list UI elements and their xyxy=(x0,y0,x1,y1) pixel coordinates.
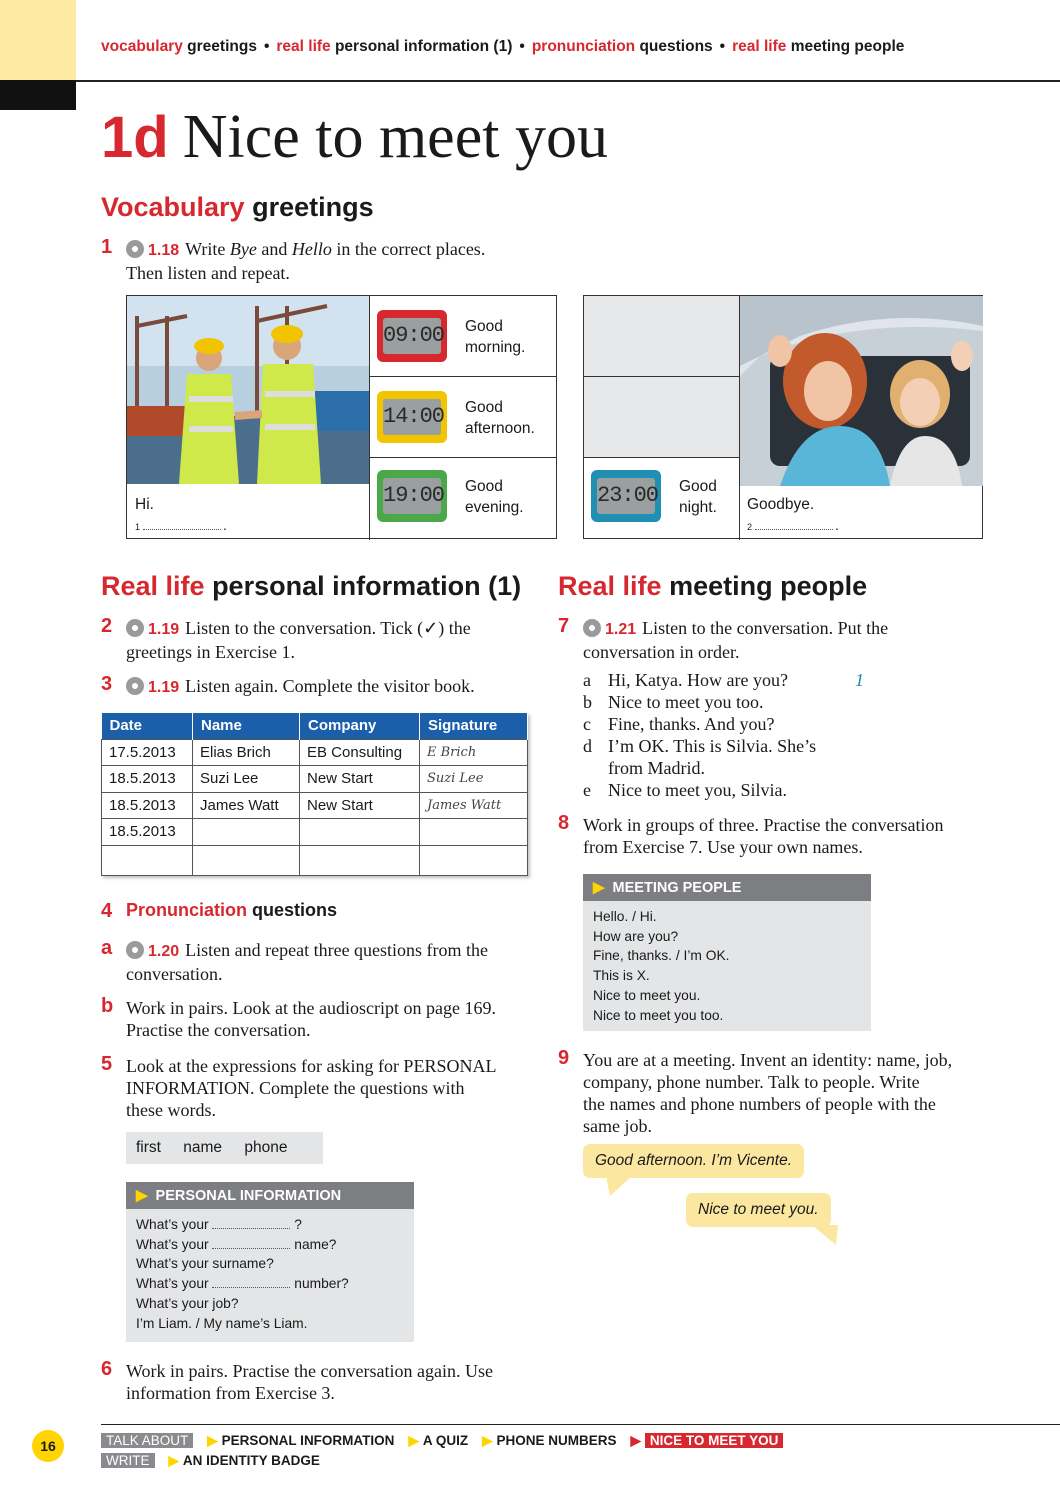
infobox-title: MEETING PEOPLE xyxy=(612,880,742,896)
instruction-text: Work in pairs. Practise the conversation again. Use xyxy=(126,1361,493,1381)
header-topic: meeting people xyxy=(790,38,905,55)
arrow-icon: ▶ xyxy=(408,1433,419,1448)
line-text: What’s your surname? xyxy=(136,1256,274,1272)
lesson-title: Nice to meet you xyxy=(182,103,608,171)
visitor-book-table xyxy=(101,713,528,876)
fill-blank[interactable] xyxy=(212,1276,290,1288)
blank-cell-2[interactable] xyxy=(584,377,739,458)
audio-cd-icon[interactable] xyxy=(126,941,144,959)
greeting-label: night. xyxy=(679,499,717,516)
track-number: 1.19 xyxy=(148,621,180,638)
cell-company-input[interactable] xyxy=(300,819,420,846)
infobox-line: Fine, thanks. / I’m OK. xyxy=(593,948,730,964)
cell-signature-input[interactable] xyxy=(420,819,528,846)
word-bye: Bye xyxy=(229,239,257,259)
exercise-2-instructions xyxy=(126,617,546,663)
clock-cell-afternoon xyxy=(370,377,557,458)
footer-link[interactable]: AN IDENTITY BADGE xyxy=(182,1453,320,1468)
visitor-book xyxy=(101,713,528,876)
unit-header xyxy=(101,38,904,56)
line-text: number? xyxy=(294,1276,349,1292)
red-clock xyxy=(377,310,447,362)
page-title xyxy=(101,102,608,173)
item-letter: d xyxy=(583,736,592,756)
greeting-good-night xyxy=(679,476,717,518)
infobox-line xyxy=(136,1314,404,1334)
page-number: 16 xyxy=(32,1430,64,1462)
audio-cd-icon[interactable] xyxy=(583,619,601,637)
column-header: Signature xyxy=(420,713,528,739)
list-item xyxy=(583,669,883,691)
blank-cell-1[interactable] xyxy=(584,296,739,377)
track-number: 1.21 xyxy=(605,621,637,638)
column-header: Company xyxy=(300,713,420,739)
item-text: Nice to meet you too. xyxy=(608,692,764,712)
heading-text: personal information (1) xyxy=(212,571,522,601)
personal-information-box xyxy=(126,1182,414,1342)
personal-info-heading xyxy=(101,571,521,602)
instruction-text: in the correct places. xyxy=(331,239,486,259)
clock-cell-morning xyxy=(370,296,557,377)
exercise-4-number: 4 xyxy=(101,900,113,922)
yellow-clock xyxy=(377,391,447,443)
word-box xyxy=(126,1132,323,1164)
item-letter: e xyxy=(583,780,591,800)
greeting-label: morning. xyxy=(465,339,526,356)
greeting-label: Good xyxy=(465,399,503,416)
exercise-1-number: 1 xyxy=(101,236,113,258)
infobox-line xyxy=(136,1254,404,1274)
exercise-6-instructions xyxy=(126,1360,556,1404)
instruction-text: You are at a meeting. Invent an identity: name, job, xyxy=(583,1050,953,1070)
exercise-7-number: 7 xyxy=(558,615,570,637)
handshake-photo xyxy=(127,296,369,484)
infobox-header xyxy=(126,1182,414,1209)
top-color-strip xyxy=(0,0,76,80)
item-text: Fine, thanks. And you? xyxy=(608,714,775,734)
header-separator: • xyxy=(719,38,726,55)
exercise-9-instructions xyxy=(583,1049,1023,1137)
arrow-icon: ▶ xyxy=(168,1453,179,1468)
table-header-row xyxy=(102,713,528,739)
exercise-5-instructions xyxy=(126,1055,556,1121)
greeting-good-afternoon xyxy=(465,397,535,439)
instruction-text: Listen to the conversation. Put the xyxy=(642,618,889,638)
cell-name-input[interactable] xyxy=(193,819,300,846)
greeting-label: Good xyxy=(679,478,717,495)
instruction-text: Write xyxy=(185,239,230,259)
word-hello: Hello xyxy=(291,239,332,259)
table-row xyxy=(102,845,528,875)
heading-text: meeting people xyxy=(669,571,868,601)
instruction-text: conversation in order. xyxy=(583,642,740,662)
clock-cell-evening xyxy=(370,458,557,539)
infobox-title: PERSONAL INFORMATION xyxy=(155,1188,342,1204)
blue-clock xyxy=(591,470,661,522)
instruction-text: company, phone number. Talk to people. Write xyxy=(583,1072,920,1092)
cell-signature: E Brich xyxy=(420,739,528,766)
infobox-line: Nice to meet you too. xyxy=(593,1007,724,1023)
instruction-text: Practise the conversation. xyxy=(126,1020,311,1040)
fill-blank[interactable] xyxy=(212,1237,290,1249)
clock-time: 19:00 xyxy=(383,478,441,514)
header-rule xyxy=(76,80,1060,82)
play-arrow-icon: ▶ xyxy=(593,879,605,896)
footer-talk-about xyxy=(101,1433,783,1449)
item-text: Hi, Katya. How are you? xyxy=(608,670,788,690)
exercise-4a-letter: a xyxy=(101,937,113,959)
bubble-tail xyxy=(606,1176,632,1198)
list-item xyxy=(583,735,883,779)
greeting-label: Good xyxy=(465,318,503,335)
cell-name: Suzi Lee xyxy=(193,766,300,793)
blank-line xyxy=(143,522,221,530)
greeting-label: afternoon. xyxy=(465,420,535,437)
exercise-8-number: 8 xyxy=(558,812,570,834)
footer-rule xyxy=(101,1424,1060,1425)
instruction-text: Listen to the conversation. Tick (✓) the xyxy=(185,618,471,638)
exercise-7-instructions xyxy=(583,617,1003,663)
footer-write xyxy=(101,1453,320,1469)
infobox-line xyxy=(136,1294,404,1314)
instruction-text: INFORMATION. Complete the questions with xyxy=(126,1078,465,1098)
exercise-2-number: 2 xyxy=(101,615,113,637)
cell-date-input[interactable] xyxy=(102,845,193,875)
greeting-label: evening. xyxy=(465,499,524,516)
column-header: Name xyxy=(193,713,300,739)
infobox-line: Hello. / Hi. xyxy=(593,909,657,924)
greetings-box-left xyxy=(126,295,557,539)
clock-time: 23:00 xyxy=(597,478,655,514)
audio-cd-icon[interactable] xyxy=(126,619,144,637)
greeting-good-evening xyxy=(465,476,524,518)
infobox-header xyxy=(583,874,871,901)
word-option: phone xyxy=(244,1139,288,1156)
clock-time: 14:00 xyxy=(383,399,441,435)
write-tag: WRITE xyxy=(101,1453,155,1468)
list-item xyxy=(583,779,883,801)
instruction-text: Work in pairs. Look at the audioscript on page 169. xyxy=(126,998,496,1018)
item-text: I’m OK. This is Silvia. She’s xyxy=(608,736,817,756)
heading-key: Vocabulary xyxy=(101,192,245,222)
instruction-text: Listen and repeat three questions from the xyxy=(185,940,489,960)
instruction-text: same job. xyxy=(583,1116,652,1136)
instruction-text: information from Exercise 3. xyxy=(126,1383,335,1403)
greeting-good-morning xyxy=(465,316,525,358)
blank-number: 1 xyxy=(135,522,141,532)
track-number: 1.20 xyxy=(148,943,180,960)
heading-key: Pronunciation xyxy=(126,900,247,920)
instruction-text: and xyxy=(256,239,292,259)
arrow-icon: ▶ xyxy=(207,1433,218,1448)
arrow-icon: ▶ xyxy=(630,1433,641,1448)
footer-link[interactable]: A QUIZ xyxy=(422,1433,469,1448)
infobox-line: This is X. xyxy=(593,968,650,984)
cell-signature: Suzi Lee xyxy=(420,766,528,793)
line-text: name? xyxy=(294,1236,337,1252)
header-separator: • xyxy=(263,38,270,55)
speech-bubble: Nice to meet you. xyxy=(686,1193,831,1227)
greetings-box-right xyxy=(583,295,983,539)
audio-cd-icon[interactable] xyxy=(126,677,144,695)
table-row xyxy=(102,739,528,766)
cell-name: Elias Brich xyxy=(193,739,300,766)
heading-key: Real life xyxy=(101,571,205,601)
arrow-icon: ▶ xyxy=(482,1433,493,1448)
cell-name-input[interactable] xyxy=(193,845,300,875)
infobox-line xyxy=(136,1235,404,1255)
instruction-text: Work in groups of three. Practise the conversation xyxy=(583,815,944,835)
cell-name: James Watt xyxy=(193,792,300,819)
vocabulary-heading xyxy=(101,192,374,223)
infobox-body xyxy=(126,1209,414,1341)
exercise-1-instructions xyxy=(126,238,566,284)
instruction-text: from Exercise 7. Use your own names. xyxy=(583,837,863,857)
line-text: What’s your xyxy=(136,1276,209,1292)
header-key-pronunciation: pronunciation xyxy=(531,38,636,55)
bubble-tail xyxy=(812,1225,838,1247)
infobox-line xyxy=(136,1215,404,1235)
exercise-3-number: 3 xyxy=(101,673,113,695)
instruction-text: Then listen and repeat. xyxy=(126,263,290,283)
header-key-vocabulary: vocabulary xyxy=(101,38,183,55)
blank-number: 2 xyxy=(747,522,753,532)
instruction-text: Listen again. Complete the visitor book. xyxy=(185,676,475,696)
word-option: name xyxy=(183,1139,223,1156)
play-arrow-icon: ▶ xyxy=(136,1187,148,1204)
heading-text: greetings xyxy=(252,192,374,222)
infobox-line: How are you? xyxy=(593,928,679,944)
exercise-8-instructions xyxy=(583,814,1013,858)
top-black-tab xyxy=(0,80,76,110)
lesson-number: 1d xyxy=(101,105,169,170)
header-topic: questions xyxy=(639,38,713,55)
speech-bubble: Good afternoon. I’m Vicente. xyxy=(583,1144,804,1178)
header-topic: greetings xyxy=(187,38,257,55)
header-separator: • xyxy=(519,38,525,55)
green-clock xyxy=(377,470,447,522)
cell-signature-input[interactable] xyxy=(420,845,528,875)
footer-link[interactable]: PHONE NUMBERS xyxy=(496,1433,617,1448)
line-text: I’m Liam. / My name’s Liam. xyxy=(136,1315,308,1331)
cell-company: EB Consulting xyxy=(300,739,420,766)
meeting-people-box xyxy=(583,874,871,1031)
header-key-real-life: real life xyxy=(732,38,787,55)
footer-link-current[interactable]: NICE TO MEET YOU xyxy=(645,1433,784,1448)
table-row xyxy=(102,792,528,819)
blank-line xyxy=(755,522,833,530)
cell-company-input[interactable] xyxy=(300,845,420,875)
instruction-text: these words. xyxy=(126,1100,216,1120)
cell-date: 18.5.2013 xyxy=(102,819,193,846)
track-number: 1.18 xyxy=(148,242,180,259)
instruction-text: Look at the expressions for asking for PERSONAL xyxy=(126,1056,497,1076)
clock-time: 09:00 xyxy=(383,318,441,354)
table-row xyxy=(102,766,528,793)
fill-blank[interactable] xyxy=(212,1217,290,1229)
line-text: What’s your xyxy=(136,1217,209,1232)
order-answer[interactable]: 1 xyxy=(855,670,864,690)
pronunciation-heading xyxy=(126,900,337,921)
list-item xyxy=(583,691,883,713)
infobox-body xyxy=(583,901,871,1033)
caption-goodbye: Goodbye. xyxy=(747,496,815,513)
track-number: 1.19 xyxy=(148,679,180,696)
cell-company: New Start xyxy=(300,766,420,793)
instruction-text: conversation. xyxy=(126,964,223,984)
answer-blank-1[interactable] xyxy=(135,517,227,533)
period: . xyxy=(223,517,227,533)
cell-company: New Start xyxy=(300,792,420,819)
exercise-3-instructions xyxy=(126,675,546,699)
word-option: first xyxy=(136,1139,161,1156)
header-key-real-life: real life xyxy=(276,38,331,55)
cell-date: 18.5.2013 xyxy=(102,766,193,793)
exercise-4b-instructions xyxy=(126,997,556,1041)
list-item xyxy=(583,713,883,735)
exercise-9-number: 9 xyxy=(558,1047,570,1069)
line-text: ? xyxy=(294,1217,302,1232)
greeting-label: Good xyxy=(465,478,503,495)
exercise-5-number: 5 xyxy=(101,1053,113,1075)
header-topic: personal information (1) xyxy=(334,38,513,55)
talk-about-tag: TALK ABOUT xyxy=(101,1433,193,1448)
conversation-list xyxy=(583,669,883,801)
exercise-6-number: 6 xyxy=(101,1358,113,1380)
item-letter: c xyxy=(583,714,591,734)
waving-car-illustration xyxy=(740,296,983,486)
item-text: Nice to meet you, Silvia. xyxy=(608,780,787,800)
clock-cell-night xyxy=(584,458,739,539)
infobox-line xyxy=(136,1274,404,1294)
item-text: from Madrid. xyxy=(608,758,705,778)
instruction-text: the names and phone numbers of people with the xyxy=(583,1094,936,1114)
cell-signature: James Watt xyxy=(420,792,528,819)
instruction-text: greetings in Exercise 1. xyxy=(126,642,295,662)
audio-cd-icon[interactable] xyxy=(126,240,144,258)
caption-hi: Hi. xyxy=(135,496,154,513)
answer-blank-2[interactable] xyxy=(747,517,839,533)
cell-date: 17.5.2013 xyxy=(102,739,193,766)
column-header: Date xyxy=(102,713,193,739)
cell-date: 18.5.2013 xyxy=(102,792,193,819)
table-row xyxy=(102,819,528,846)
line-text: What’s your job? xyxy=(136,1295,239,1311)
heading-key: Real life xyxy=(558,571,662,601)
heading-text: questions xyxy=(252,900,338,920)
meeting-people-heading xyxy=(558,571,867,602)
footer-link[interactable]: PERSONAL INFORMATION xyxy=(221,1433,395,1448)
item-letter: b xyxy=(583,692,592,712)
infobox-line: Nice to meet you. xyxy=(593,987,701,1003)
exercise-4b-letter: b xyxy=(101,995,114,1017)
line-text: What’s your xyxy=(136,1236,209,1252)
car-photo xyxy=(740,296,983,486)
period: . xyxy=(835,517,839,533)
item-letter: a xyxy=(583,670,591,690)
exercise-4a-instructions xyxy=(126,939,546,985)
handshake-illustration xyxy=(127,296,369,484)
